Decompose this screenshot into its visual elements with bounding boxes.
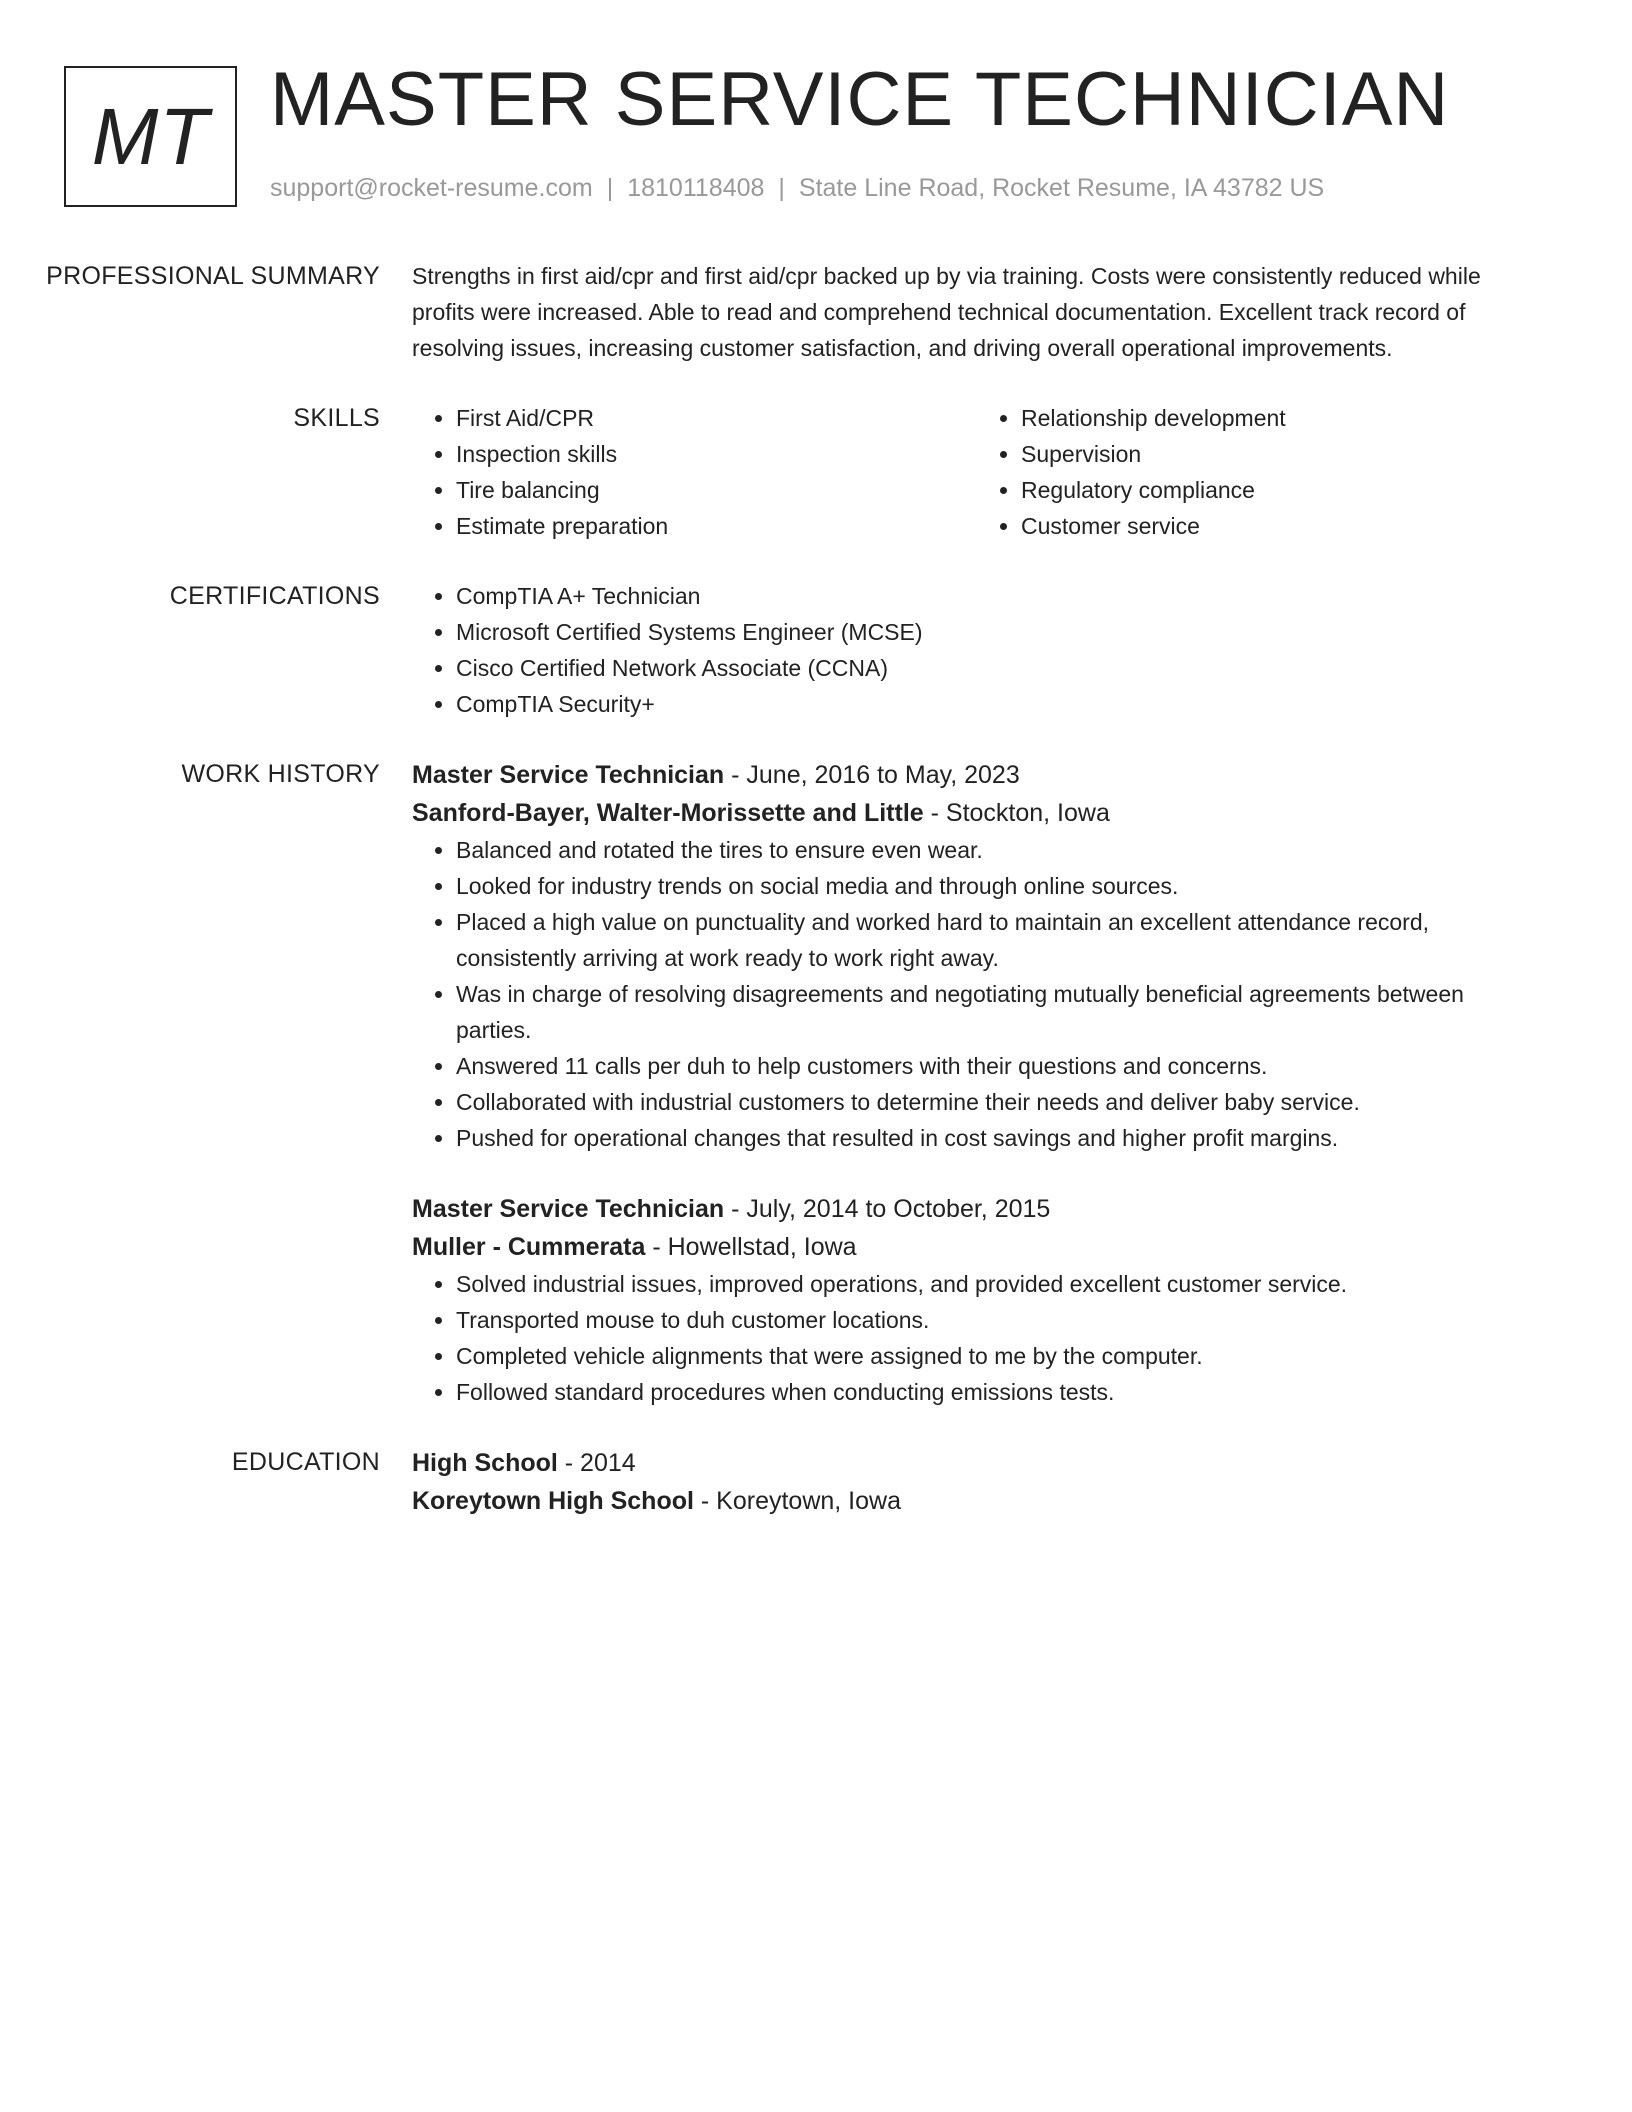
section-label: EDUCATION — [231, 1448, 380, 1476]
skills-grid — [412, 400, 1542, 544]
job-bullet: • Completed vehicle alignments that were assigned to me by the computer. — [456, 1338, 1542, 1374]
job-bullets — [412, 1266, 1542, 1410]
skill-item: • Inspection skills — [456, 436, 977, 472]
contact-email: support@rocket-resume.com — [270, 174, 593, 202]
contact-address: State Line Road, Rocket Resume, IA 43782 US — [798, 174, 1325, 202]
job-title-line — [412, 1190, 1542, 1228]
job-location: - Howellstad, Iowa — [645, 1233, 857, 1261]
contact-phone: 1810118408 — [627, 174, 765, 202]
certification-item: • CompTIA A+ Technician — [456, 578, 1542, 614]
job-company: Muller - Cummerata — [412, 1233, 646, 1261]
section-label: PROFESSIONAL SUMMARY — [46, 262, 380, 290]
job-bullet: • Answered 11 calls per duh to help customers with their questions and concerns. — [456, 1048, 1542, 1084]
section-body — [412, 756, 1542, 1410]
section-label: WORK HISTORY — [181, 760, 380, 788]
skills-list-left — [412, 400, 977, 544]
skill-item: • Relationship development — [1021, 400, 1542, 436]
certification-item: • Microsoft Certified Systems Engineer (MCSE) — [456, 614, 1542, 650]
page-title: MASTER SERVICE TECHNICIAN — [270, 57, 1450, 142]
contact-separator: | — [606, 174, 614, 202]
job-bullet: • Was in charge of resolving disagreements and negotiating mutually beneficial agreements between parties. — [456, 976, 1542, 1048]
section-label: SKILLS — [293, 404, 380, 432]
job-bullet: • Followed standard procedures when conducting emissions tests. — [456, 1374, 1542, 1410]
skills-list-right — [977, 400, 1542, 544]
job-entry — [412, 1190, 1542, 1410]
certifications-list — [412, 578, 1542, 722]
certification-item: • Cisco Certified Network Associate (CCNA) — [456, 650, 1542, 686]
section-body — [412, 258, 1542, 366]
job-title-line — [412, 756, 1542, 794]
education-year: - 2014 — [557, 1449, 636, 1477]
skill-item: • First Aid/CPR — [456, 400, 977, 436]
job-bullet: • Solved industrial issues, improved operations, and provided excellent customer service. — [456, 1266, 1542, 1302]
job-bullet: • Looked for industry trends on social media and through online sources. — [456, 868, 1542, 904]
skill-item: • Tire balancing — [456, 472, 977, 508]
contact-separator: | — [778, 174, 785, 202]
job-bullet: • Placed a high value on punctuality and worked hard to maintain an excellent attendance record, consistently arriving at work ready to work right away. — [456, 904, 1542, 976]
section-work-history — [0, 756, 1632, 1410]
skill-item: • Customer service — [1021, 508, 1542, 544]
education-school-line — [412, 1482, 1542, 1520]
resume-sections — [0, 258, 1632, 1554]
job-company: Sanford-Bayer, Walter-Morissette and Little — [412, 799, 924, 827]
job-bullet: • Transported mouse to duh customer locations. — [456, 1302, 1542, 1338]
education-school: Koreytown High School — [412, 1487, 694, 1515]
skill-item: • Regulatory compliance — [1021, 472, 1542, 508]
job-bullet: • Balanced and rotated the tires to ensure even wear. — [456, 832, 1542, 868]
skill-item: • Estimate preparation — [456, 508, 977, 544]
section-label: CERTIFICATIONS — [169, 582, 380, 610]
education-location: - Koreytown, Iowa — [693, 1487, 901, 1515]
job-bullets — [412, 832, 1542, 1156]
section-body — [412, 1444, 1542, 1520]
job-company-line — [412, 1228, 1542, 1266]
education-degree: High School — [412, 1449, 558, 1477]
job-company-line — [412, 794, 1542, 832]
section-skills — [0, 400, 1632, 544]
summary-text: Strengths in first aid/cpr and first aid/cpr backed up by via training. Costs were consistently reduced while profits were increased. Able to read and comprehend technical documentation. Excellent track record of resolving issues, increasing customer satisfaction, and driving overall operational improvements. — [412, 263, 1481, 361]
education-degree-line — [412, 1444, 1542, 1482]
job-dates: - July, 2014 to October, 2015 — [724, 1195, 1051, 1223]
job-bullet: • Pushed for operational changes that resulted in cost savings and higher profit margins. — [456, 1120, 1542, 1156]
job-entry — [412, 756, 1542, 1156]
monogram-logo: MT — [64, 66, 237, 207]
section-education — [0, 1444, 1632, 1520]
job-title: Master Service Technician — [412, 761, 725, 789]
job-bullet: • Collaborated with industrial customers to determine their needs and deliver baby service. — [456, 1084, 1542, 1120]
skill-item: • Supervision — [1021, 436, 1542, 472]
contact-line — [270, 174, 1324, 203]
section-body — [412, 578, 1542, 722]
section-professional-summary — [0, 258, 1632, 366]
job-title: Master Service Technician — [412, 1195, 725, 1223]
certification-item: • CompTIA Security+ — [456, 686, 1542, 722]
section-certifications — [0, 578, 1632, 722]
job-location: - Stockton, Iowa — [923, 799, 1110, 827]
job-dates: - June, 2016 to May, 2023 — [724, 761, 1020, 789]
